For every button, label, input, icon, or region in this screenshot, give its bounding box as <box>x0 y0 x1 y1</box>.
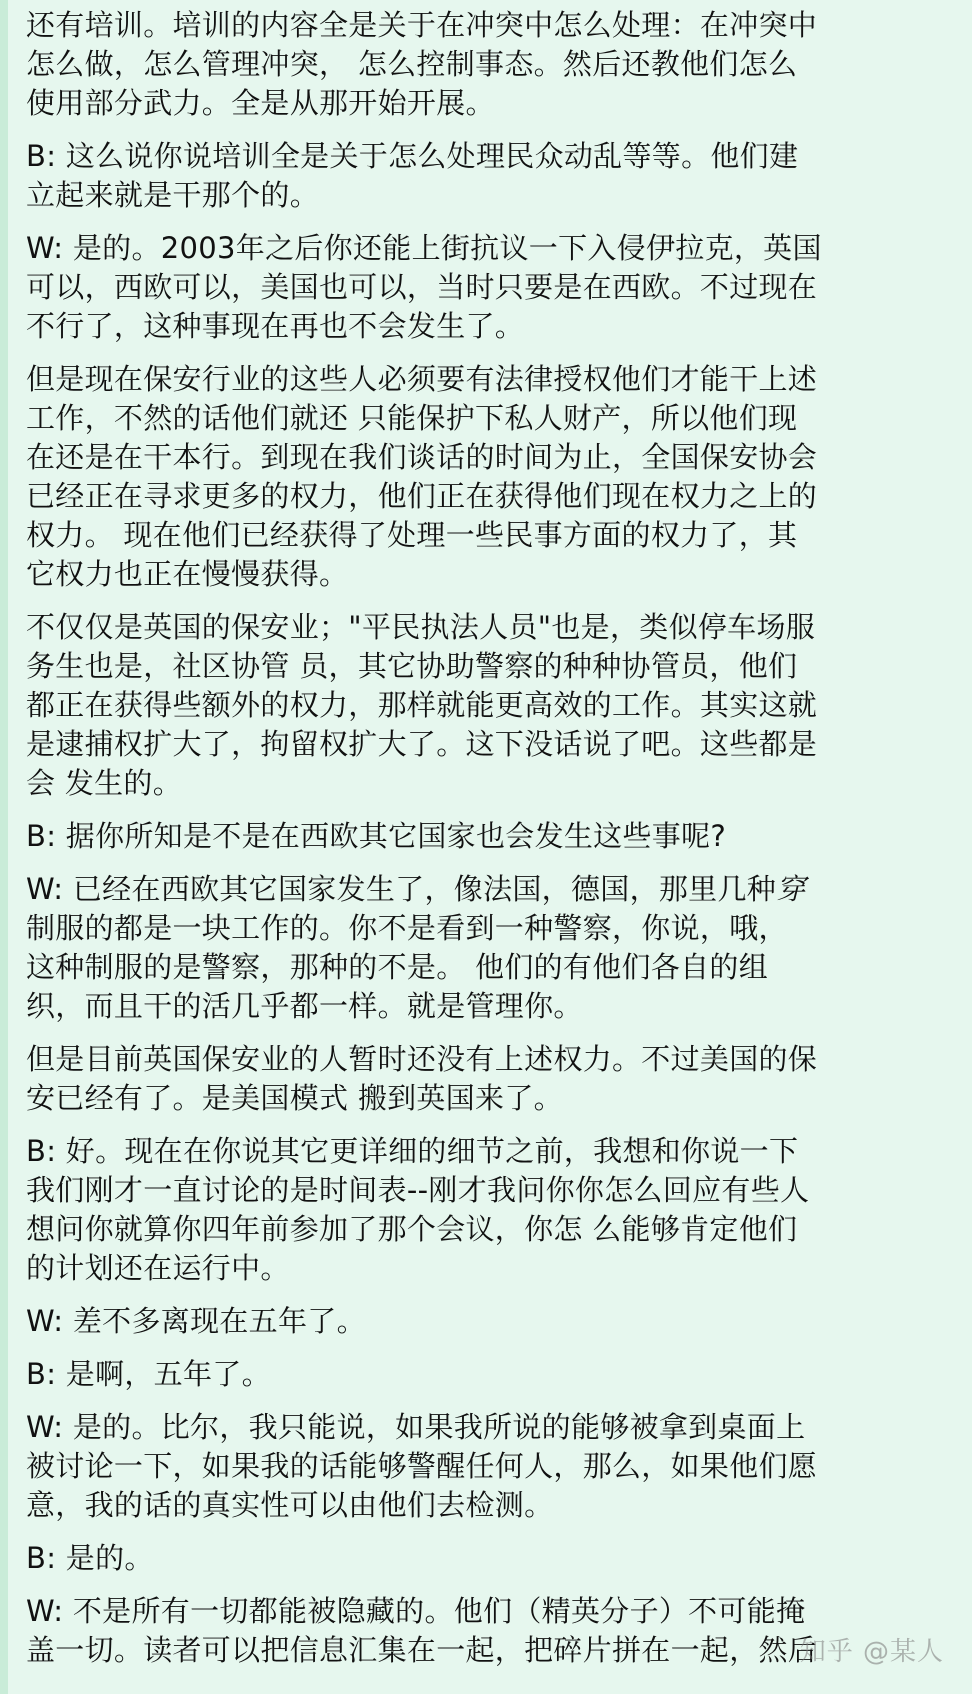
text-line: 的计划还在运行中。 <box>26 1251 290 1285</box>
text-line: W: 不是所有一切都能被隐藏的。他们（精英分子）不可能掩 <box>26 1594 806 1628</box>
text-line: 会 发生的。 <box>26 766 183 800</box>
text-line: 想问你就算你四年前参加了那个会议，你怎 么能够肯定他们 <box>26 1212 798 1246</box>
text-line: 在还是在干本行。到现在我们谈话的时间为止，全国保安协会 <box>26 440 818 474</box>
paragraph <box>26 229 966 346</box>
paragraph <box>26 137 966 215</box>
text-line: B: 这么说你说培训全是关于怎么处理民众动乱等等。他们建 <box>26 139 799 173</box>
watermark-logo: 知乎 @某人 <box>799 1637 944 1667</box>
text-line: W: 已经在西欧其它国家发生了，像法国，德国，那里几种穿 <box>26 872 806 906</box>
paragraph <box>26 6 966 123</box>
text-line: 都正在获得些额外的权力，那样就能更高效的工作。其实这就 <box>26 688 818 722</box>
paragraph <box>26 1040 966 1118</box>
paragraph <box>26 608 966 803</box>
paragraph <box>26 1132 966 1288</box>
article-body <box>26 6 966 1684</box>
text-line: 使用部分武力。全是从那开始开展。 <box>26 86 495 120</box>
text-line: 权力。 现在他们已经获得了处理一些民事方面的权力了，其 <box>26 518 798 552</box>
text-line: 怎么做，怎么管理冲突， 怎么控制事态。然后还教他们怎么 <box>26 47 798 81</box>
paragraph <box>26 817 966 856</box>
text-line: B: 是的。 <box>26 1541 154 1575</box>
paragraph <box>26 1302 966 1341</box>
paragraph <box>26 1408 966 1525</box>
text-line: 但是目前英国保安业的人暂时还没有上述权力。不过美国的保 <box>26 1042 818 1076</box>
text-line: B: 是啊，五年了。 <box>26 1357 271 1391</box>
text-line: 我们刚才一直讨论的是时间表--刚才我问你你怎么回应有些人 <box>26 1173 810 1207</box>
paragraph <box>26 1539 966 1578</box>
text-line: 它权力也正在慢慢获得。 <box>26 557 349 591</box>
text-line: 立起来就是干那个的。 <box>26 178 320 212</box>
text-line: 可以，西欧可以，美国也可以，当时只要是在西欧。不过现在 <box>26 270 818 304</box>
text-line: 不仅仅是英国的保安业；"平民执法人员"也是，类似停车场服 <box>26 610 816 644</box>
text-line: B: 据你所知是不是在西欧其它国家也会发生这些事呢? <box>26 819 727 853</box>
text-line: W: 差不多离现在五年了。 <box>26 1304 366 1338</box>
text-line: B: 好。现在在你说其它更详细的细节之前，我想和你说一下 <box>26 1134 799 1168</box>
text-line: 务生也是，社区协管 员，其它协助警察的种种协管员，他们 <box>26 649 798 683</box>
text-line: 工作，不然的话他们就还 只能保护下私人财产，所以他们现 <box>26 401 798 435</box>
text-line: 但是现在保安行业的这些人必须要有法律授权他们才能干上述 <box>26 362 818 396</box>
paragraph <box>26 1355 966 1394</box>
text-line: 不行了，这种事现在再也不会发生了。 <box>26 309 525 343</box>
text-line-italic: 这种制服的是警察，那种的不是。 他们的有他们各自的组 <box>26 950 769 984</box>
text-line: 被讨论一下，如果我的话能够警醒任何人，那么，如果他们愿 <box>26 1449 818 1483</box>
text-line: 安已经有了。是美国模式 搬到英国来了。 <box>26 1081 563 1115</box>
paragraph-with-italic <box>26 870 966 1026</box>
text-line: 制服的都是一块工作的。你不是看到一种警察，你说，哦， <box>26 911 788 945</box>
text-line: 意，我的话的真实性可以由他们去检测。 <box>26 1488 554 1522</box>
text-line: 已经正在寻求更多的权力，他们正在获得他们现在权力之上的 <box>26 479 818 513</box>
paragraph <box>26 360 966 594</box>
text-line: 是逮捕权扩大了，拘留权扩大了。这下没话说了吧。这些都是 <box>26 727 818 761</box>
text-line: 还有培训。培训的内容全是关于在冲突中怎么处理：在冲突中 <box>26 8 818 42</box>
text-line: W: 是的。比尔，我只能说，如果我所说的能够被拿到桌面上 <box>26 1410 806 1444</box>
text-line: W: 是的。2003年之后你还能上街抗议一下入侵伊拉克，英国 <box>26 231 822 265</box>
text-line: 盖一切。读者可以把信息汇集在一起，把碎片拼在一起，然后 <box>26 1633 818 1667</box>
italic-text: 穿 <box>776 872 806 906</box>
text-line: 织，而且干的活几乎都一样。就是管理你。 <box>26 989 583 1023</box>
